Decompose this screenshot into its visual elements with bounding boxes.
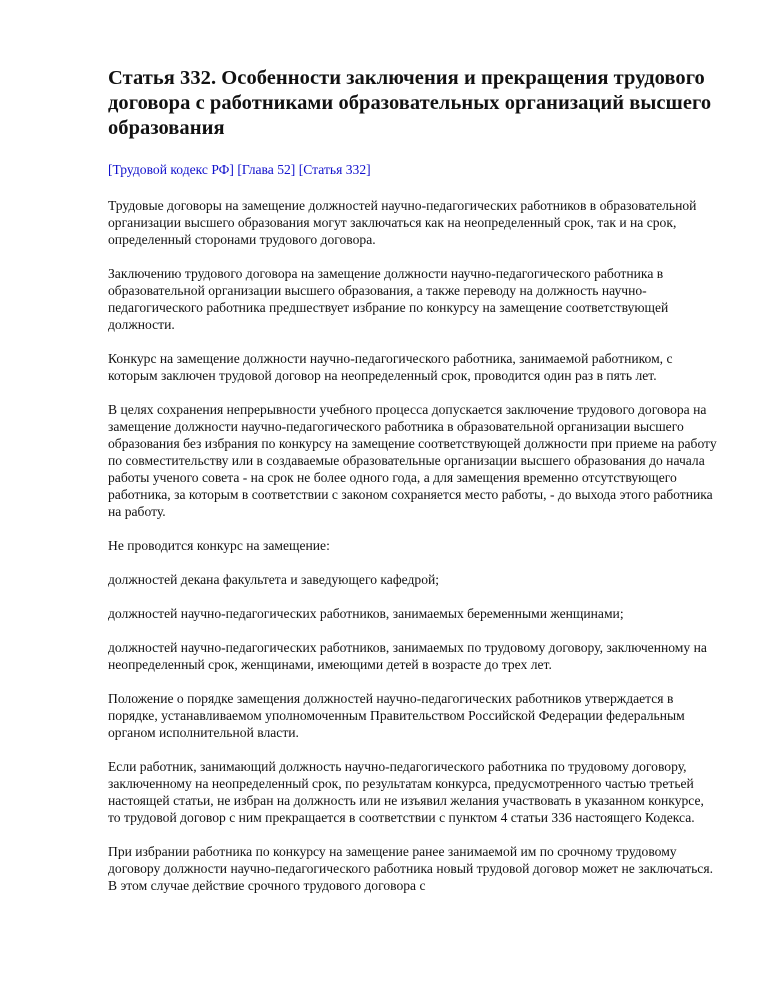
link-chapter-52[interactable]: [Глава 52] xyxy=(237,162,296,177)
article-title: Статья 332. Особенности заключения и прекращения трудового договора с работниками образовательных организаций высшего образования xyxy=(108,67,712,139)
paragraph-8: должностей научно-педагогических работников, занимаемых по трудовому договору, заключенному на неопределенный срок, женщинами, имеющими детей в возрасте до трех лет. xyxy=(108,640,707,672)
paragraph-5: Не проводится конкурс на замещение: xyxy=(108,538,330,553)
breadcrumb xyxy=(108,161,718,179)
link-labor-code[interactable]: [Трудовой кодекс РФ] xyxy=(108,162,234,177)
paragraph-11: При избрании работника по конкурсу на замещение ранее занимаемой им по срочному трудовому договору должности научно-педагогического работника новый трудовой договор может не заключаться. В этом случае действие срочного трудового договора с xyxy=(108,844,713,893)
paragraph-6: должностей декана факультета и заведующего кафедрой; xyxy=(108,572,440,587)
paragraph-2: Заключению трудового договора на замещение должности научно-педагогического работника в образовательной организации высшего образования, а также переводу на должность научно-педагогического работника предшествует избрание по конкурсу на замещение соответствующей должности. xyxy=(108,266,669,332)
paragraph-10: Если работник, занимающий должность научно-педагогического работника по трудовому договору, заключенному на неопределенный срок, по результатам конкурса, предусмотренного частью третьей настоящей статьи, не избран на должность или не изъявил желания участвовать в указанном конкурсе, то трудовой договор с ним прекращается в соответствии с пунктом 4 статьи 336 настоящего Кодекса. xyxy=(108,759,704,825)
document-page xyxy=(108,66,718,911)
paragraph-9: Положение о порядке замещения должностей научно-педагогических работников утверждается в порядке, устанавливаемом уполномоченным Правительством Российской Федерации федеральным органом исполнительной власти. xyxy=(108,691,685,740)
paragraph-4: В целях сохранения непрерывности учебного процесса допускается заключение трудового договора на замещение должности научно-педагогического работника в образовательной организации высшего образования без избрания по конкурсу на замещение соответствующей должности при приеме на работу по совместительству или в создаваемые образовательные организации высшего образования до начала работы ученого совета - на срок не более одного года, а для замещения временно отсутствующего работника, за которым в соответствии с законом сохраняется место работы, - до выхода этого работника на работу. xyxy=(108,402,717,519)
link-article-332[interactable]: [Статья 332] xyxy=(298,162,371,177)
paragraph-3: Конкурс на замещение должности научно-педагогического работника, занимаемой работником, с которым заключен трудовой договор на неопределенный срок, проводится один раз в пять лет. xyxy=(108,351,673,383)
paragraph-1: Трудовые договоры на замещение должностей научно-педагогических работников в образовательной организации высшего образования могут заключаться как на неопределенный срок, так и на срок, определенный сторонами трудового договора. xyxy=(108,198,697,247)
paragraph-7: должностей научно-педагогических работников, занимаемых беременными женщинами; xyxy=(108,606,624,621)
